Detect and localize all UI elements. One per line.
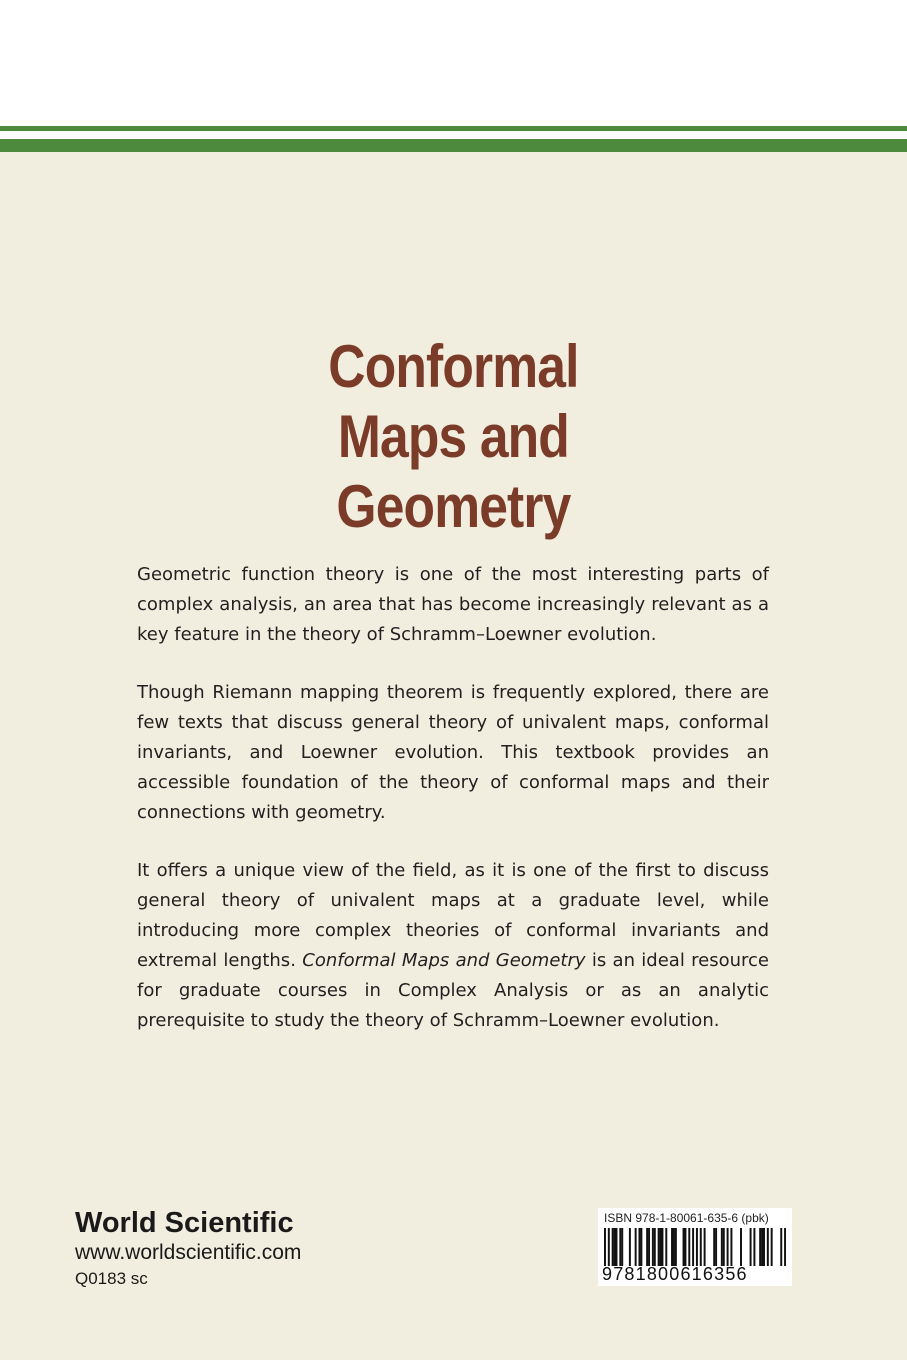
isbn-label: ISBN 978-1-80061-635-6 (pbk) [604, 1211, 769, 1225]
publisher-url: www.worldscientific.com [75, 1241, 302, 1264]
barcode-bar [780, 1228, 782, 1266]
barcode-bar [692, 1228, 694, 1266]
title-line-1: Conformal [328, 333, 579, 400]
title-line-3: Geometry [336, 473, 571, 540]
barcode-bar [696, 1228, 698, 1266]
barcode-bar [640, 1228, 642, 1266]
barcode-box [598, 1208, 792, 1286]
barcode-bar [740, 1228, 742, 1266]
barcode-bar [619, 1228, 621, 1266]
blurb-paragraph-2: Though Riemann mapping theorem is frequently explored, there are few texts that discuss general theory of univalent maps, conformal invariants, and Loewner evolution. This textbook provides an accessible foundation of the theory of conformal maps and their connections with geometry. [137, 682, 769, 823]
barcode-bar [721, 1228, 723, 1266]
product-code: Q0183 sc [75, 1269, 148, 1288]
barcode-bar [629, 1228, 631, 1266]
barcode-bar [771, 1228, 773, 1266]
stripe-gap [0, 131, 907, 139]
barcode-bar [671, 1228, 673, 1266]
barcode-bar [614, 1228, 616, 1266]
barcode-bar [704, 1228, 706, 1266]
barcode-bar [608, 1228, 610, 1266]
barcode-bar [660, 1228, 662, 1266]
barcode-bar [767, 1228, 769, 1266]
barcode-bar [730, 1228, 732, 1266]
barcode-bar [784, 1228, 786, 1266]
barcode-bar [648, 1228, 650, 1266]
barcode-digits: 9781800616356 [602, 1264, 748, 1284]
barcode-bar [654, 1228, 656, 1266]
barcode-bar [753, 1228, 755, 1266]
barcode-bar [683, 1228, 685, 1266]
title-line-2: Maps and [337, 403, 569, 470]
barcode-bar [638, 1228, 640, 1266]
barcode-bar [675, 1228, 677, 1266]
blurb-paragraph-3-tail: is an ideal resource for graduate courses in Complex Analysis or as an analytic prerequisite to study the theory of Schramm–Loewner evolution. [137, 950, 770, 1031]
barcode-bar [646, 1228, 648, 1266]
barcode-bar [615, 1228, 617, 1266]
barcode-bar [661, 1228, 663, 1266]
barcode-bars [604, 1228, 786, 1266]
barcode-bar [658, 1228, 660, 1266]
barcode-bar [713, 1228, 715, 1266]
blurb-paragraph-3-text: It offers a unique view of the field, as it is one of the first to discuss general theory of univalent maps at a graduate level, while introducing more complex theories of conformal invariants and extremal lengths. [137, 860, 769, 971]
barcode-bar [635, 1228, 637, 1266]
barcode-bar [652, 1228, 654, 1266]
barcode-bar [723, 1228, 725, 1266]
barcode-bar [761, 1228, 763, 1266]
barcode-bar [665, 1228, 667, 1266]
blurb-paragraph-3 [137, 856, 769, 1036]
barcode-bar [688, 1228, 690, 1266]
barcode-bar [715, 1228, 717, 1266]
barcode-bar [750, 1228, 752, 1266]
barcode-bar [673, 1228, 675, 1266]
publisher-name: World Scientific [75, 1207, 294, 1239]
blurb [137, 560, 769, 1064]
barcode-bar [763, 1228, 765, 1266]
barcode-bar [727, 1228, 729, 1266]
barcode-bar [700, 1228, 702, 1266]
barcode-bar [684, 1228, 686, 1266]
book-title [63, 332, 843, 542]
blurb-italic-title: Conformal Maps and Geometry [302, 950, 586, 971]
barcode-bar [759, 1228, 761, 1266]
publisher-block [75, 1206, 301, 1292]
blurb-paragraph-1: Geometric function theory is one of the most interesting parts of complex analysis, an area that has become increasingly relevant as a key feature in the theory of Schramm–Loewner evolution. [137, 564, 769, 645]
top-white-band [0, 0, 907, 126]
barcode-bar [612, 1228, 614, 1266]
barcode-bar [621, 1228, 623, 1266]
green-stripe-thick [0, 139, 907, 152]
barcode-bar [604, 1228, 606, 1266]
